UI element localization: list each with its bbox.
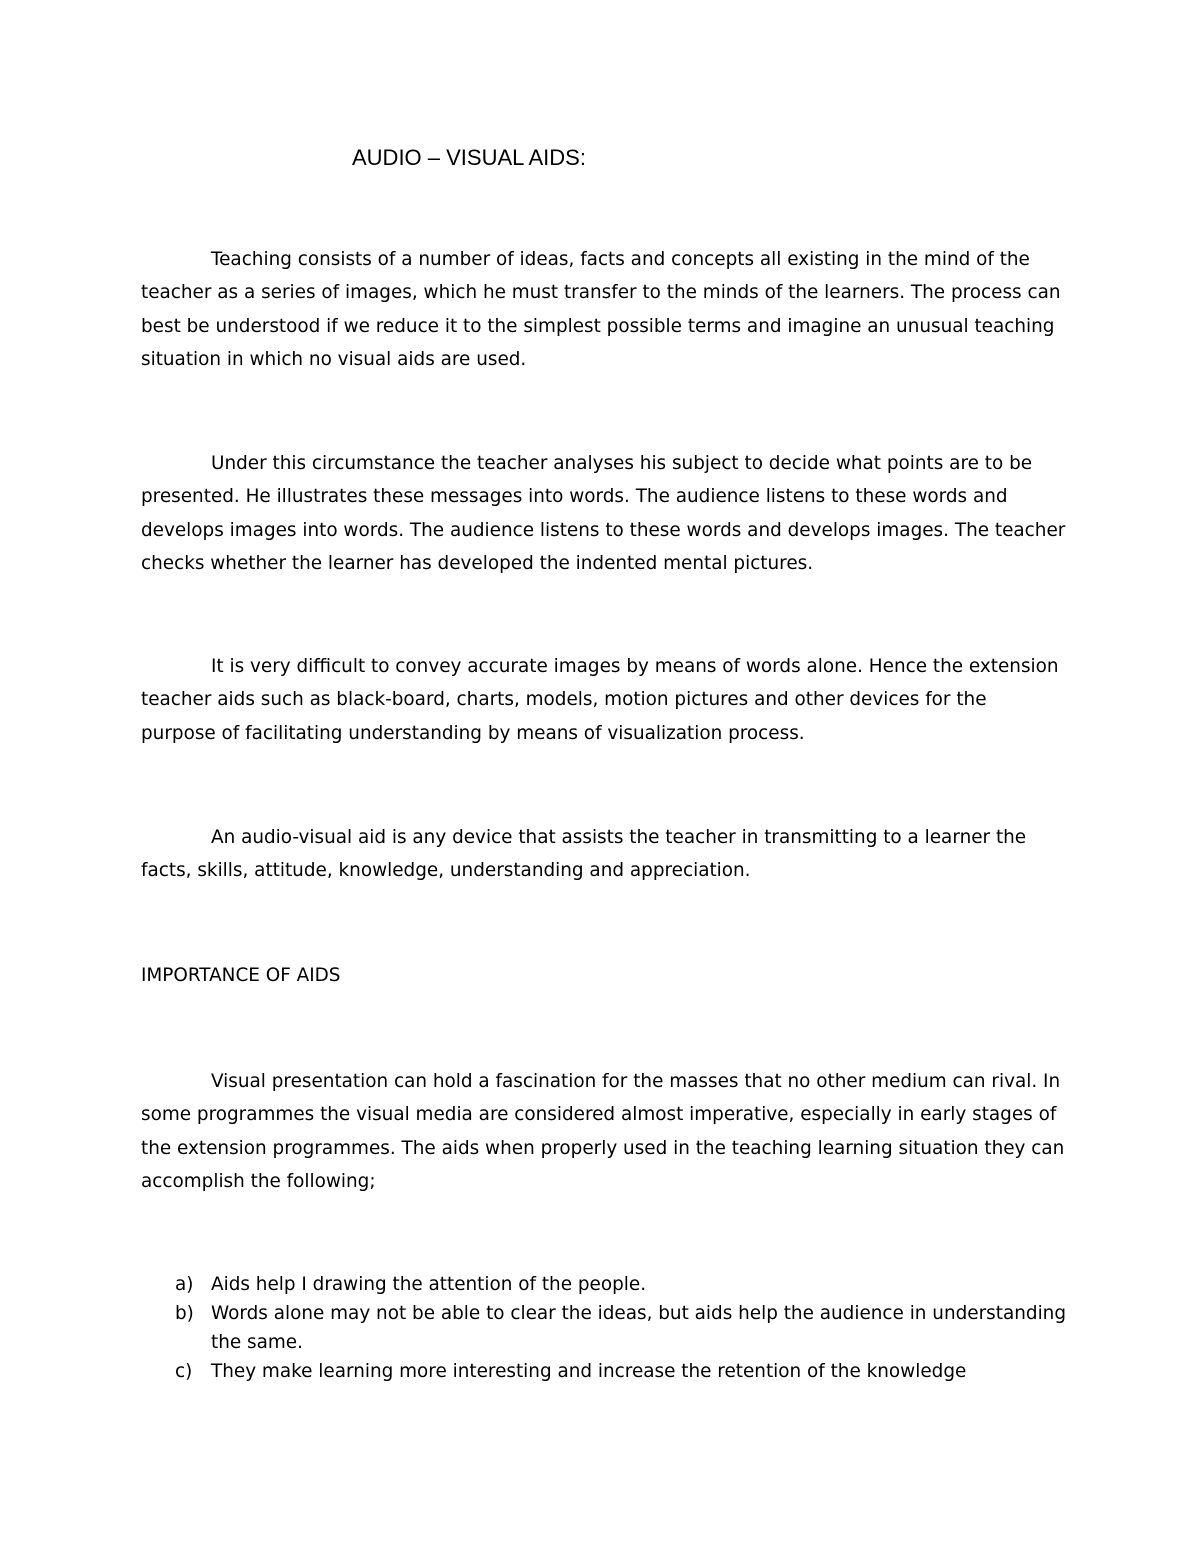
paragraph-teaching <box>141 243 1066 376</box>
list-item <box>141 1357 1066 1386</box>
list-marker: b) <box>175 1303 194 1324</box>
paragraph-text: Visual presentation can hold a fascination for the masses that no other medium can rival. In some programmes the visual media are considered almost imperative, especially in early stages of the extension programmes. The aids when properly used in the teaching learning situation they can accomplish the following; <box>141 1071 1065 1192</box>
benefits-list <box>141 1270 1066 1386</box>
list-item-text: Words alone may not be able to clear the ideas, but aids help the audience in understanding the same. <box>211 1303 1067 1353</box>
paragraph-definition <box>141 821 1066 888</box>
paragraph-text: Under this circumstance the teacher analyses his subject to decide what points are to be presented. He illustrates these messages into words. The audience listens to these words and develops images into words. The audience listens to these words and develops images. The teacher checks whether the learner has developed the indented mental pictures. <box>141 453 1066 574</box>
list-item-text: They make learning more interesting and increase the retention of the knowledge <box>211 1361 967 1382</box>
list-item <box>141 1270 1066 1299</box>
list-marker: a) <box>175 1274 194 1295</box>
list-item-text: Aids help I drawing the attention of the people. <box>211 1274 647 1295</box>
paragraph-text: It is very difficult to convey accurate images by means of words alone. Hence the extension teacher aids such as black-board, charts, models, motion pictures and other devices for the purpose of facilitating understanding by means of visualization process. <box>141 656 1059 744</box>
paragraph-text: Teaching consists of a number of ideas, facts and concepts all existing in the mind of the teacher as a series of images, which he must transfer to the minds of the learners. The process can best be understood if we reduce it to the simplest possible terms and imagine an unusual teaching situation in which no visual aids are used. <box>141 249 1061 370</box>
section-heading: IMPORTANCE OF AIDS <box>141 965 341 986</box>
paragraph-circumstance <box>141 447 1066 580</box>
paragraph-text: An audio-visual aid is any device that assists the teacher in transmitting to a learner the facts, skills, attitude, knowledge, understanding and appreciation. <box>141 827 1027 882</box>
list-marker: c) <box>175 1361 193 1382</box>
document-title: AUDIO – VISUAL AIDS: <box>352 145 586 170</box>
paragraph-importance <box>141 1065 1066 1198</box>
paragraph-difficult <box>141 650 1066 750</box>
list-item <box>141 1299 1066 1357</box>
